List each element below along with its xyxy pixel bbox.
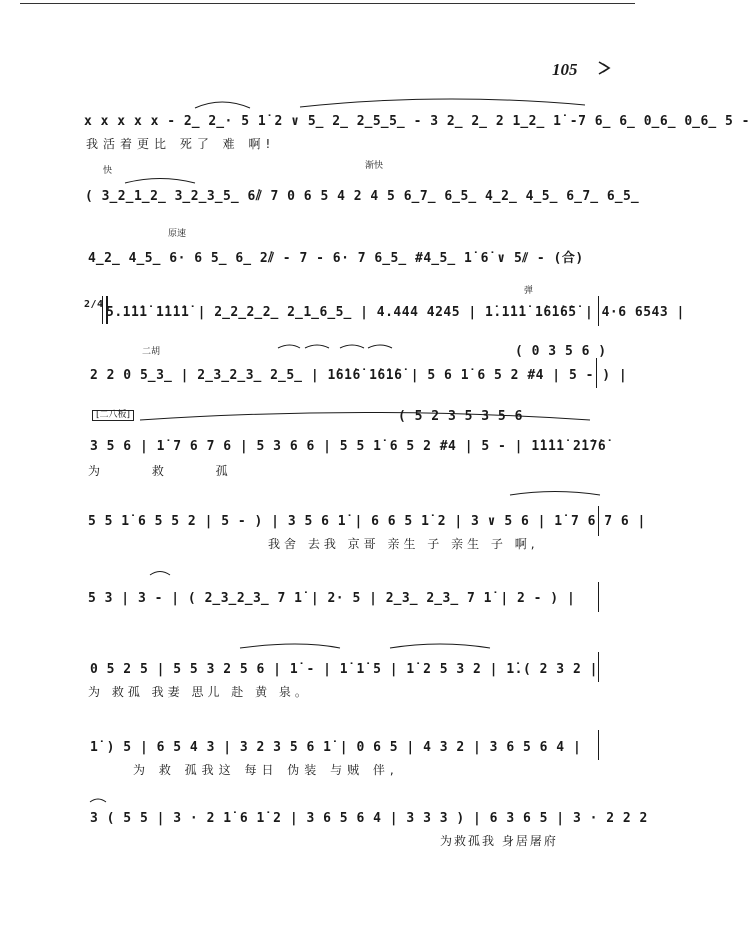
tempo-mark-jiankuai: 渐快 (365, 161, 384, 171)
row-10-lyrics: 为 救 孤我这 每日 伪装 与贼 伴, (133, 763, 399, 777)
row-7-lyrics: 我舍 去我 京哥 亲生 子 亲生 子 啊, (268, 537, 539, 551)
barline (598, 582, 599, 612)
tempo-mark-kuai: 快 (103, 166, 113, 176)
barline (598, 506, 599, 536)
row-5-notes: 2 2 0 5̲3̲ | 2̲3̲2̲3̲ 2̲5̲ | 1̇6̇1̇6̇ 1̇6̇1̇6̇ | 5 6 1̇ 6 5 2 #4 | 5 - ) | (90, 368, 628, 383)
repeat-barline (102, 296, 108, 324)
row-9-notes: 0 5 2 5 | 5 5 3 2 5 6 | 1̇ - | 1̇ 1̇ 5 | 1̇ 2 5 3 2 | 1̇.( 2 3 2 | (90, 662, 598, 677)
barline (598, 652, 599, 682)
barline (598, 296, 599, 326)
barline (596, 358, 597, 388)
tempo-mark-yuansu: 原速 (168, 229, 187, 239)
row-5-parenthetical: ( 0 3 5 6 ) (515, 344, 607, 359)
row-3-notes: 4̲2̲ 4̲5̲ 6· 6 5̲ 6̲ 2̇⫽ - 7 - 6· 7 6̲5̲ #4̲5̲ 1̇ 6̇ ∨ 5⫽ - (合) (88, 251, 584, 266)
page-number: 105 (552, 60, 578, 79)
row-2-notes: ( 3̲2̲1̲2̲ 3̲2̲3̲5̲ 6̇⫽ 7 0 6 5 4 2 4 5 6̲7̲ 6̲5̲ 4̲2̲ 4̲5̲ 6̲7̲ 6̲5̲ (85, 189, 640, 204)
row-6-notes: 3 5 6 | 1̇ 7 6 7 6 | 5 3 6 6 | 5 5 1̇ 6 5 2 #4 | 5 - | 1̇1̇1̇1̇ 2̇1̇7̇6̇ (90, 439, 607, 454)
row-11-lyrics: 为救孤我 身居屠府 (440, 834, 558, 848)
time-signature: 2/4 (84, 299, 104, 310)
section-label: [二八板] (92, 410, 134, 421)
header-rule (20, 3, 635, 4)
row-11-notes: 3 ( 5 5 | 3 · 2 1̇ 6 1̇ 2 | 3 6 5 6 4 | 3 3 3 ) | 6 3 6 5 | 3 · 2 2 2 (90, 811, 648, 826)
row-6-lyrics: 为 救 孤 (88, 464, 252, 478)
instrument-mark-erhu: 二胡 (142, 347, 161, 357)
row-7-notes: 5 5 1̇ 6 5 5 2 | 5 - ) | 3 5 6 1̇ | 6 6 5 1̇ 2 | 3 ∨ 5 6 | 1̇ 7 6 7 6 | (88, 514, 646, 529)
page-ornament-icon (597, 60, 611, 76)
row-9-lyrics: 为 救孤 我妻 思儿 赴 黄 泉。 (88, 685, 311, 699)
row-1-notes: x x x x x - 2̲ 2̲· 5 1̇ 2 ∨ 5̲ 2̲ 2̲5̲5̲ - 3 2̲ 2̲ 2 1̲2̲ 1̇ -7 6̲ 6̲ 0̲6̲ 0̲6̲ 5 - (84, 114, 750, 129)
row-10-notes: 1̇ ) 5 | 6 5 4 3 | 3 2 3 5 6 1̇ | 0 6 5 | 4 3 2 | 3 6 5 6 4 | (90, 740, 582, 755)
barline (598, 730, 599, 760)
technique-mark-dan: 弹 (524, 286, 534, 296)
row-6-parenthetical: ( 5 2 3 5 3 5 6 (398, 409, 523, 424)
row-8-notes: 5 3 | 3 - | ( 2̲3̲2̲3̲ 7 1̇ | 2· 5 | 2̲3̲ 2̲3̲ 7 1̇ | 2 - ) | (88, 591, 576, 606)
row-4-notes: 5.1̇1̇1̇ 1̇1̇1̇1̇ | 2̲2̲2̲2̲ 2̲1̲6̲5̲ | 4.444 4245 | 1̇.1̇1̇1̇ 1̇6̇1̇6̇5̇ | 4·6 6543 | (106, 305, 685, 320)
row-1-lyrics: 我活着更比 死了 难 啊! (86, 137, 276, 151)
